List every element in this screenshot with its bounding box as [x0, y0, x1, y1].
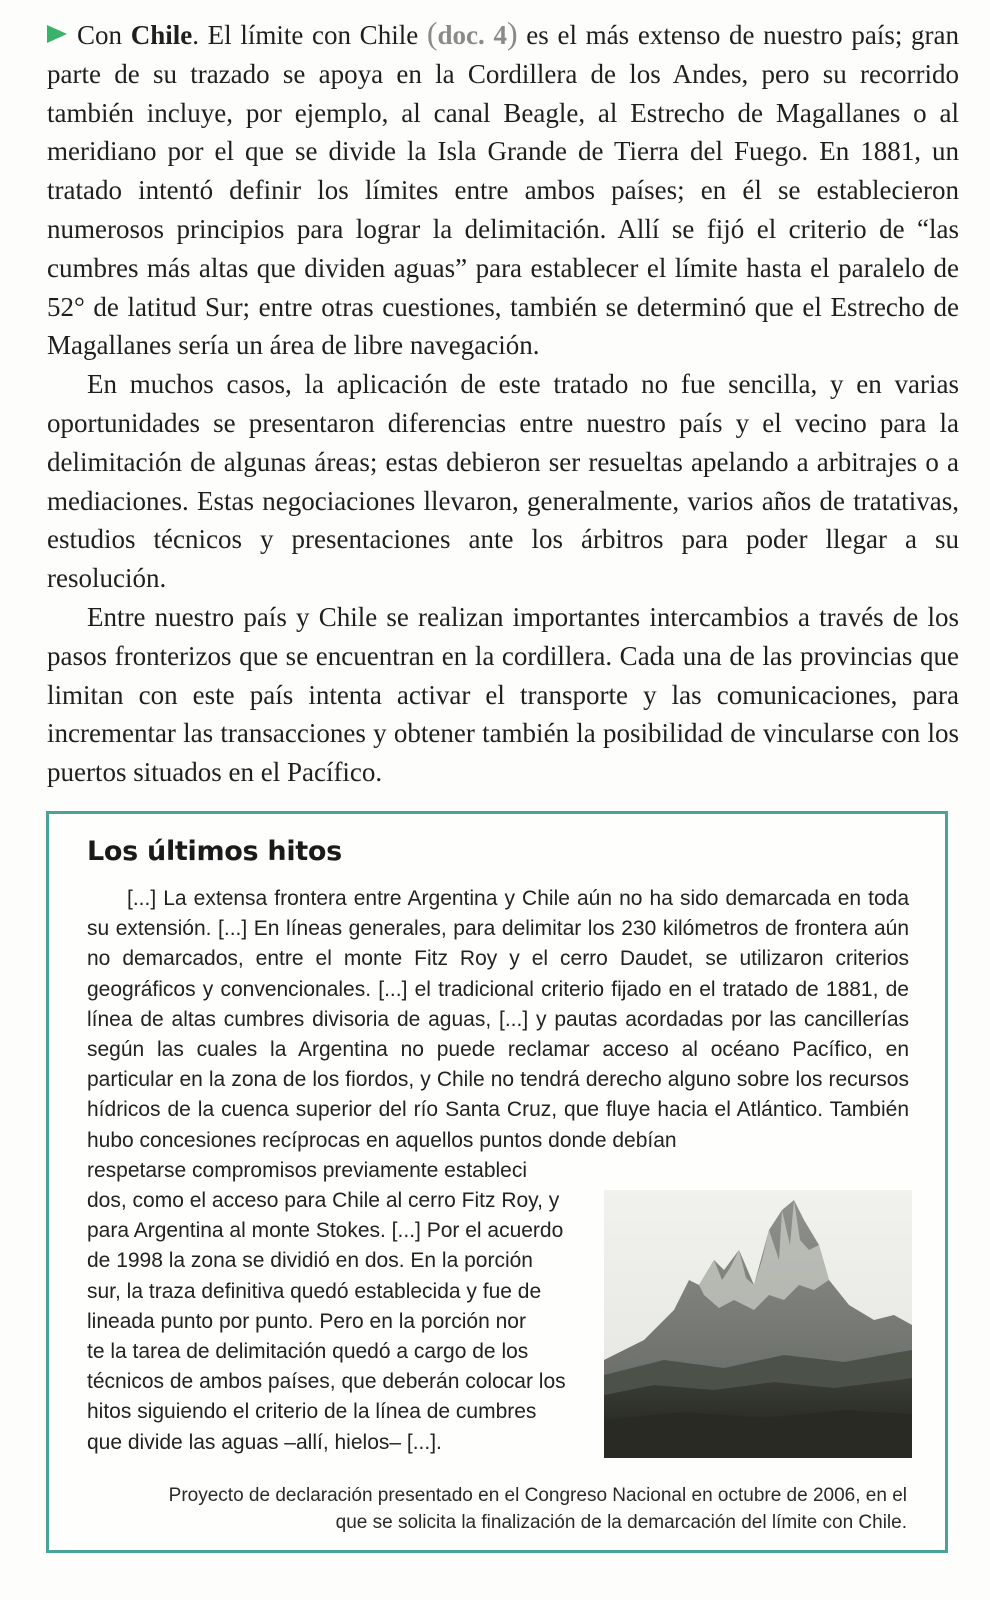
quote-wrapped-line: para Argentina al monte Stokes. [...] Por el acuerdo	[87, 1219, 564, 1243]
quote-wrapped-line: respetarse compromisos previamente estableci	[87, 1158, 528, 1182]
paragraph-chile	[47, 14, 959, 365]
lead-text: Con	[77, 20, 131, 50]
paren-open: (	[426, 15, 438, 51]
document-box	[46, 811, 948, 1553]
quote-wrapped-line: técnicos de ambos países, que deberán colocar los	[87, 1370, 566, 1394]
quote-paragraph: [...] La extensa frontera entre Argentina y Chile aún no ha sido demarcada en toda su extensión. [...] En líneas generales, para delimitar los 230 kilómetros de frontera aún no demarcados, entre el monte Fitz Roy y el cerro Daudet, se utilizaron criterios geográficos y convencionales. [...] el tradicional criterio fijado en el tratado de 1881, de línea de altas cumbres divisoria de aguas, [...] y pautas acordadas por las cancillerías según las cuales la Argentina no puede reclamar acceso al océano Pacífico, en particular en la zona de los fiordos, y Chile no tendrá derecho alguno sobre los recursos hídricos de la cuenca superior del río Santa Cruz, que fluye hacia el Atlántico. También hubo concesiones recíprocas en aquellos puntos donde debían	[87, 887, 909, 1152]
caption-line: Proyecto de declaración presentado en el Congreso Nacional en octubre de 2006, en el	[168, 1485, 907, 1506]
mountain-image	[604, 1190, 912, 1458]
caption-line: que se solicita la finalización de la demarcación del límite con Chile.	[335, 1512, 907, 1533]
paragraph-2: En muchos casos, la aplicación de este tratado no fue sencilla, y en varias oportunidades se presentaron diferencias entre nuestro país y el vecino para la delimitación de algunas áreas; estas debieron ser resueltas apelando a arbitrajes o a mediaciones. Estas negociaciones llevaron, generalmente, varios años de tratativas, estudios técnicos y presentaciones ante los árbitros para poder llegar a su resolución.	[47, 369, 959, 594]
paragraph-3: Entre nuestro país y Chile se realizan importantes intercambios a través de los pasos fronterizos que se encuentran en la cordillera. Cada una de las provincias que limitan con este país intenta activar el transporte y las comunicaciones, para incrementar las transacciones y obtener también la posibilidad de vincularse con los puertos situados en el Pacífico.	[47, 601, 959, 788]
fitz-roy-photo	[604, 1190, 912, 1458]
paren-close: )	[506, 15, 518, 51]
quote-wrapped-line: que divide las aguas –allí, hielos– [...].	[87, 1430, 442, 1454]
paragraph-1-text: es el más extenso de nuestro país; gran parte de su trazado se apoya en la Cordillera de los Andes, pero su recorrido también incluye, por ejemplo, al canal Beagle, al Estrecho de Magallanes o al meridiano por el que se divide la Isla Grande de Tierra del Fuego. En 1881, un tratado intentó definir los límites entre ambos países; en él se establecieron numerosos principios para lograr la delimitación. Allí se fijó el criterio de “las cumbres más altas que dividen aguas” para establecer el límite hasta el paralelo de 52° de latitud Sur; entre otras cuestiones, también se determinó que el Estrecho de Magallanes sería un área de libre navegación.	[47, 20, 959, 361]
doc-reference: doc. 4	[437, 20, 507, 50]
box-title: Los últimos hitos	[87, 836, 342, 867]
quote-wrapped-line: lineada punto por punto. Pero en la porción nor	[87, 1309, 526, 1333]
quote-wrapped-line: sur, la traza definitiva quedó establecida y fue de	[87, 1279, 542, 1303]
quote-wrapped-line: dos, como el acceso para Chile al cerro Fitz Roy, y	[87, 1189, 560, 1213]
quote-wrapped-line: de 1998 la zona se dividió en dos. En la porción	[87, 1249, 533, 1273]
quote-wrapped-line: te la tarea de delimitación quedó a cargo de los	[87, 1340, 529, 1364]
section-keyword: Chile	[130, 20, 193, 50]
intro-text: . El límite con Chile	[192, 20, 427, 50]
green-arrow-icon	[47, 25, 67, 43]
main-text	[47, 14, 959, 792]
quote-wrapped-line: hitos siguiendo el criterio de la línea de cumbres	[87, 1400, 537, 1424]
source-caption	[107, 1482, 907, 1536]
